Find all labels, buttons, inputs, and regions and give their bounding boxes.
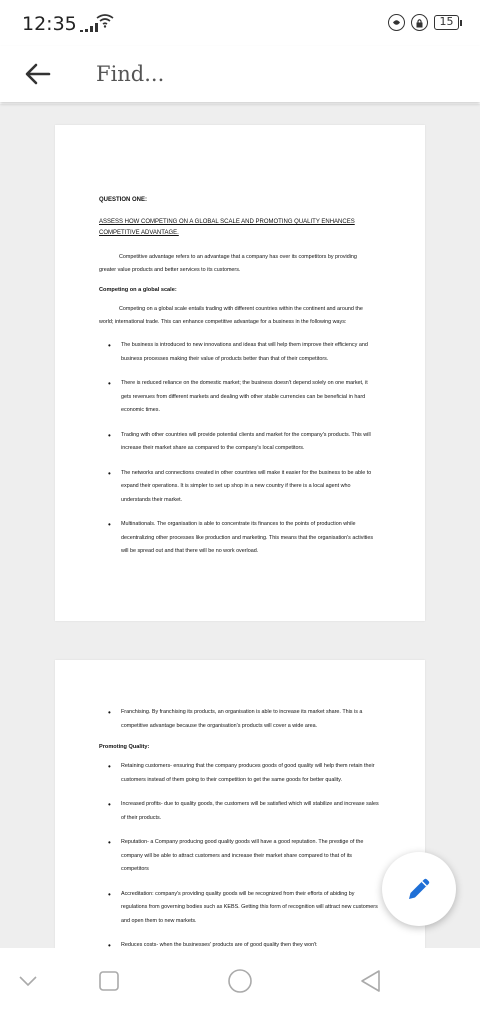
list-item: • There is reduced reliance on the domestic market; the business doesn't depend solely on one market, it gets revenues from different markets and dealing with other stable currencies can be beneficial in hard economic times. (99, 377, 379, 418)
nav-collapse-button[interactable] (13, 966, 43, 996)
question-title: ASSESS HOW COMPETING ON A GLOBAL SCALE AND PROMOTING QUALITY ENHANCES COMPETITIVE ADVANTAGE. (99, 219, 355, 236)
back-button[interactable] (20, 56, 56, 92)
nav-home-button[interactable] (225, 966, 255, 996)
edit-button[interactable] (382, 852, 456, 926)
battery-level: 15 (434, 15, 459, 30)
global-paragraph: Competing on a global scale entails trading with different countries within the continent and around the world; international trade. This can enhance competitive advantage for a business in the following ways: (99, 306, 363, 325)
system-nav-bar (0, 948, 480, 1013)
list-item: • Franchising. By franchising its products, an organisation is able to increase its market share. This is a competitive advantage because the organisation's products will cover a wide area. (99, 706, 379, 733)
status-icons (388, 14, 462, 31)
chevron-down-icon (18, 975, 38, 987)
document-viewer[interactable] (0, 104, 480, 948)
list-item: • Reputation- a Company producing good quality goods will have a good reputation. The prestige of the company will be able to attract customers and increase their market share compared to that of its competitors (99, 836, 379, 877)
global-bullet-list (99, 339, 425, 559)
intro-paragraph: Competitive advantage refers to an advantage that a company has over its competitors by providing greater value products and better services to its customers. (99, 254, 357, 273)
list-item: • Multinationals. The organisation is able to concentrate its finances to the points of production while decentralizing other processes like production and marketing. This means that the organisation's activities will be spread out and that there will be no work overload. (99, 518, 379, 559)
circle-icon (227, 968, 253, 994)
document-page-1 (55, 125, 425, 621)
triangle-back-icon (359, 969, 381, 993)
wifi-icon (96, 14, 114, 28)
list-item: • Increased profits- due to quality goods, the customers will be satisfied which will stabilize and increase sales of their products. (99, 798, 379, 825)
arrow-left-icon (25, 63, 51, 85)
quality-bullet-list (99, 760, 425, 948)
find-input[interactable] (96, 58, 416, 90)
list-item: • Trading with other countries will provide potential clients and market for the company's products. This will increase their market share as compared to the company's local competitors. (99, 429, 379, 456)
nav-recents-button[interactable] (94, 966, 124, 996)
find-toolbar (0, 46, 480, 102)
list-item: • The business is introduced to new innovations and ideas that will help them improve their efficiency and business processes making their value of products better than that of their competitors. (99, 339, 379, 366)
square-icon (98, 970, 120, 992)
list-item: • Reduces costs- when the businesses' products are of good quality then they won't (99, 939, 379, 948)
question-heading: QUESTION ONE: (99, 197, 148, 203)
list-item: • Accreditation: company's providing quality goods will be recognized from their efforts of abiding by regulations from governing bodies such as KEBS. Getting this form of recognition will attract new customers and open them to new markets. (99, 888, 379, 929)
pencil-icon (405, 875, 433, 903)
nav-back-button[interactable] (355, 966, 385, 996)
battery-icon (434, 15, 462, 30)
list-item: • Retaining customers- ensuring that the company produces goods of good quality will help them retain their customers instead of them going to their competition to get the same goods for better quality. (99, 760, 379, 787)
lock-icon (411, 14, 428, 31)
document-page-2 (55, 660, 425, 948)
section-heading-quality: Promoting Quality: (99, 744, 150, 750)
list-item: • The networks and connections created in other countries will make it easier for the business to be able to expand their operations. It is simpler to set up shop in a new country if there is a local agent who understands their market. (99, 467, 379, 508)
status-time: 12:35 (22, 13, 77, 35)
status-bar (0, 0, 480, 46)
franchising-bullet-list (99, 706, 425, 733)
data-saver-icon (388, 14, 405, 31)
section-heading-global: Competing on a global scale: (99, 287, 177, 293)
